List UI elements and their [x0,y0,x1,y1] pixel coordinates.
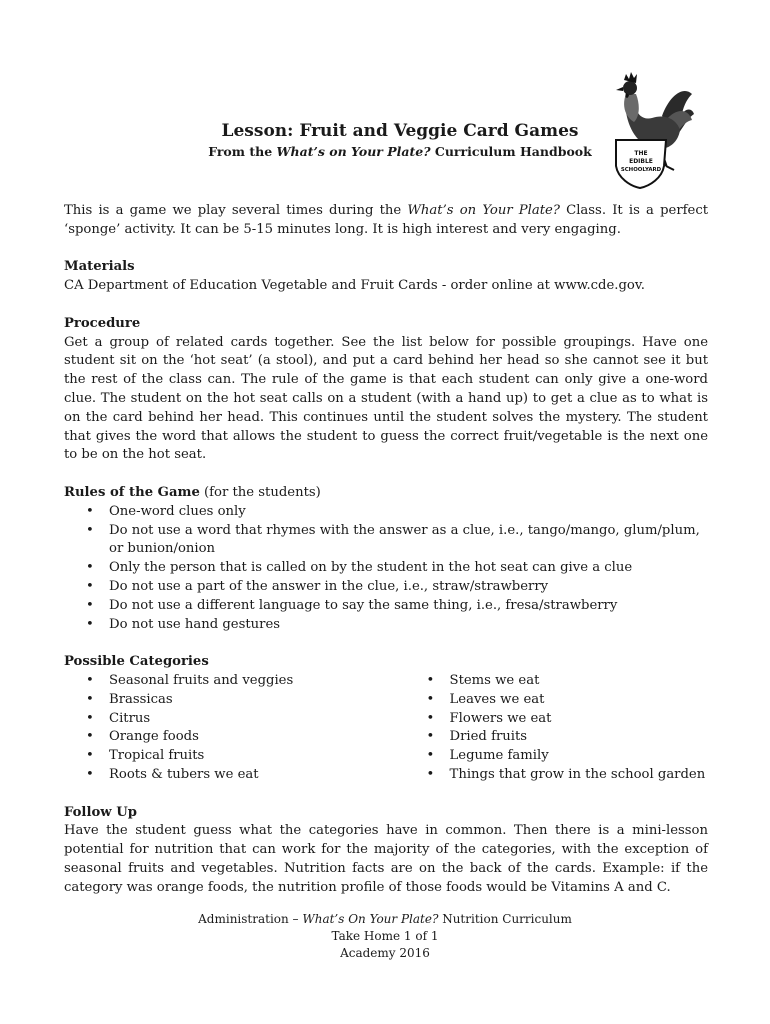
list-item: • Legume family [450,747,708,766]
list-item: • Stems we eat [450,672,708,691]
intro-class-name: What’s on Your Plate? [407,203,560,218]
title-block [150,120,650,160]
list-item: • Leaves we eat [450,691,708,710]
list-item: • Citrus [109,710,405,729]
list-item: • Brassicas [109,691,405,710]
footer-line1 [150,911,620,928]
procedure-text: Get a group of related cards together. See the list below for possible groupings. Have one student sit on the ‘hot seat’ (a stool), and put a card behind her head so she cannot see it but the rest of the class can. The rule of the game is that each student can only give a one-word clue. The student on the hot seat calls on a student (with a hand up) to get a clue as to what is on the card behind her head. This continues until the student solves the mystery. The student that gives the word that allows the student to guess the correct fruit/vegetable is the next one to be on the hot seat. [64,334,708,463]
categories-columns [64,672,708,785]
list-item: • Do not use hand gestures [109,616,708,635]
list-item: • Things that grow in the school garden [450,766,708,785]
footer-line1-prefix: Administration – [198,912,303,926]
follow-up-text: Have the student guess what the categories have in common. Then there is a mini-lesson potential for nutrition that can work for the majority of the categories, with the exception of seasonal fruits and vegetables. Nutrition facts are on the back of the cards. Example: if the category was orange foods, the nutrition profile of those foods would be Vitamins A and C. [64,823,708,895]
categories-heading: Possible Categories [64,654,209,670]
list-item: • Flowers we eat [450,710,708,729]
intro-paragraph [64,202,708,240]
follow-up-heading: Follow Up [64,804,137,820]
list-item: • Only the person that is called on by the student in the hot seat can give a clue [109,559,708,578]
list-item: • Do not use a word that rhymes with the answer as a clue, i.e., tango/mango, glum/plum, or bunion/onion [109,522,708,560]
subtitle-prefix: From the [208,144,277,159]
subtitle-suffix: Curriculum Handbook [430,144,592,159]
logo-text-line3: SCHOOLYARD [620,167,662,173]
rules-list [64,503,708,635]
page-subtitle [150,143,650,160]
list-item: • Seasonal fruits and veggies [109,672,405,691]
list-item: • Dried fruits [450,728,708,747]
footer-line1-suffix: Nutrition Curriculum [438,912,572,926]
list-item: • Do not use a different language to say the same thing, i.e., fresa/strawberry [109,597,708,616]
main-content [64,202,708,897]
categories-list-left [64,672,405,785]
list-item: • Tropical fruits [109,747,405,766]
list-item: • Do not use a part of the answer in the clue, i.e., straw/strawberry [109,578,708,597]
rules-heading-note: (for the students) [199,484,321,500]
footer-line1-title: What’s On Your Plate? [302,912,439,926]
materials-text: CA Department of Education Vegetable and Fruit Cards - order online at www.cde.gov. [64,278,645,294]
page-title: Lesson: Fruit and Veggie Card Games [221,121,579,141]
rules-heading: Rules of the Game [64,484,200,500]
intro-prefix: This is a game we play several times during the [64,203,408,218]
footer-line2: Take Home 1 of 1 [331,929,439,943]
rules-heading-line [64,484,708,503]
logo-text-line1: THE [634,150,648,157]
intro-suffix: Class. It is a perfect ‘sponge’ activity. It can be 5-15 minutes long. It is high interest and very engaging. [64,203,708,237]
list-item: • Roots & tubers we eat [109,766,405,785]
logo-text-line2: EDIBLE [629,158,653,165]
list-item: • Orange foods [109,728,405,747]
list-item: • One-word clues only [109,503,708,522]
page-footer [150,911,620,962]
categories-list-right [405,672,708,785]
materials-heading: Materials [64,259,135,275]
subtitle-book-title: What’s on Your Plate? [276,144,431,159]
footer-line3: Academy 2016 [340,946,430,960]
procedure-heading: Procedure [64,315,141,331]
